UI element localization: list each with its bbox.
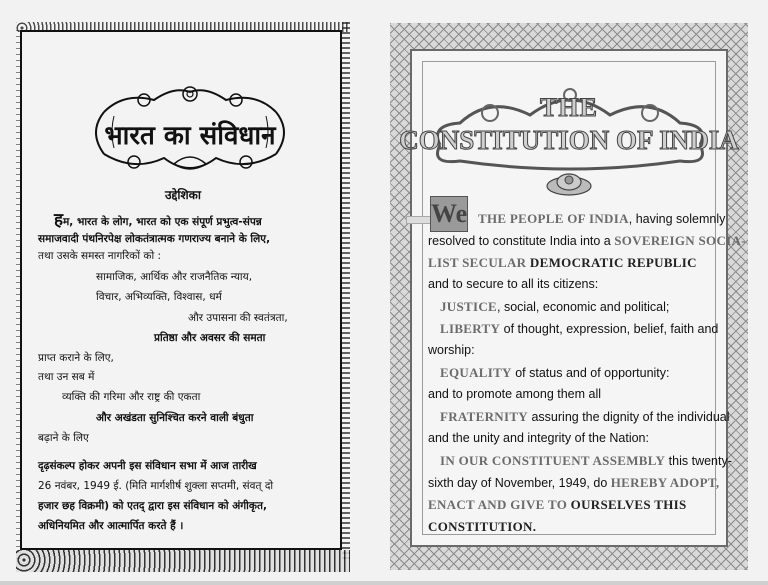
preamble-line: LIST SECULAR DEMOCRATIC REPUBLIC bbox=[428, 255, 697, 270]
preamble-line: और अखंडता सुनिश्चित करने वाली बंधुता bbox=[96, 412, 254, 424]
preamble-line: हम, भारत के लोग, भारत को एक संपूर्ण प्रभुत्व-संपन्न bbox=[54, 210, 262, 230]
preamble-line: प्राप्त कराने के लिए, bbox=[38, 352, 114, 364]
preamble-line: CONSTITUTION. bbox=[428, 519, 537, 534]
preamble-line: समाजवादी पंथनिरपेक्ष लोकतंत्रात्मक गणराज्य बनाने के लिए, bbox=[38, 233, 271, 245]
preamble-line: and to secure to all its citizens: bbox=[428, 277, 599, 291]
preamble-line: JUSTICE, social, economic and political; bbox=[440, 299, 670, 314]
hindi-preamble-page bbox=[16, 22, 350, 572]
dropcap-we: We bbox=[430, 196, 468, 232]
preamble-line: विचार, अभिव्यक्ति, विश्वास, धर्म bbox=[96, 291, 222, 303]
preamble-line: 26 नवंबर, 1949 ई. (मिति मार्गशीर्ष शुक्ला सप्तमी, संवत् दो bbox=[38, 480, 274, 492]
preamble-line: LIBERTY of thought, expression, belief, faith and bbox=[440, 321, 719, 336]
background-strip bbox=[0, 581, 768, 585]
preamble-line: और उपासना की स्वतंत्रता, bbox=[188, 312, 288, 324]
hindi-title: भारत का संविधान bbox=[104, 121, 276, 151]
title-cartouche bbox=[84, 82, 296, 182]
preamble-line: तथा उन सब में bbox=[38, 371, 95, 383]
preamble-line: व्यक्ति की गरिमा और राष्ट्र की एकता bbox=[62, 391, 201, 403]
hindi-subtitle: उद्देशिका bbox=[165, 188, 201, 202]
preamble-line: सामाजिक, आर्थिक और राजनैतिक न्याय, bbox=[96, 271, 253, 283]
preamble-line: and the unity and integrity of the Nation: bbox=[428, 431, 649, 445]
preamble-line: THE PEOPLE OF INDIA, having solemnly bbox=[478, 211, 726, 226]
preamble-line: resolved to constitute India into a SOVEREIGN SOCIA- bbox=[428, 233, 746, 248]
preamble-line: तथा उसके समस्त नागरिकों को : bbox=[38, 250, 162, 262]
english-preamble-page bbox=[390, 23, 748, 570]
lotus-icon bbox=[545, 168, 593, 198]
preamble-line: and to promote among them all bbox=[428, 387, 602, 401]
preamble-line: बढ़ाने के लिए bbox=[38, 432, 89, 444]
title-constitution-of-india: CONSTITUTION OF INDIA bbox=[399, 125, 739, 155]
preamble-line: दृढ़संकल्प होकर अपनी इस संविधान सभा में आज तारीख bbox=[38, 460, 257, 472]
preamble-tag bbox=[406, 216, 432, 224]
preamble-line: EQUALITY of status and of opportunity: bbox=[440, 365, 670, 380]
ornamental-border-right bbox=[342, 22, 350, 562]
preamble-line: अधिनियमित और आत्मार्पित करते हैं । bbox=[38, 520, 184, 532]
ornamental-border-bottom bbox=[16, 550, 350, 572]
preamble-line: sixth day of November, 1949, do HEREBY ADOPT, bbox=[428, 475, 720, 490]
preamble-line: IN OUR CONSTITUENT ASSEMBLY this twenty- bbox=[440, 453, 732, 468]
preamble-line: हजार छह विक्रमी) को एतद् द्वारा इस संविधान को अंगीकृत, bbox=[38, 500, 267, 512]
preamble-line: worship: bbox=[428, 343, 475, 357]
preamble-line: प्रतिष्ठा और अवसर की समता bbox=[154, 332, 266, 344]
title-the: THE bbox=[540, 93, 598, 122]
preamble-line: FRATERNITY assuring the dignity of the individual bbox=[440, 409, 730, 424]
preamble-line: ENACT AND GIVE TO OURSELVES THIS bbox=[428, 497, 687, 512]
